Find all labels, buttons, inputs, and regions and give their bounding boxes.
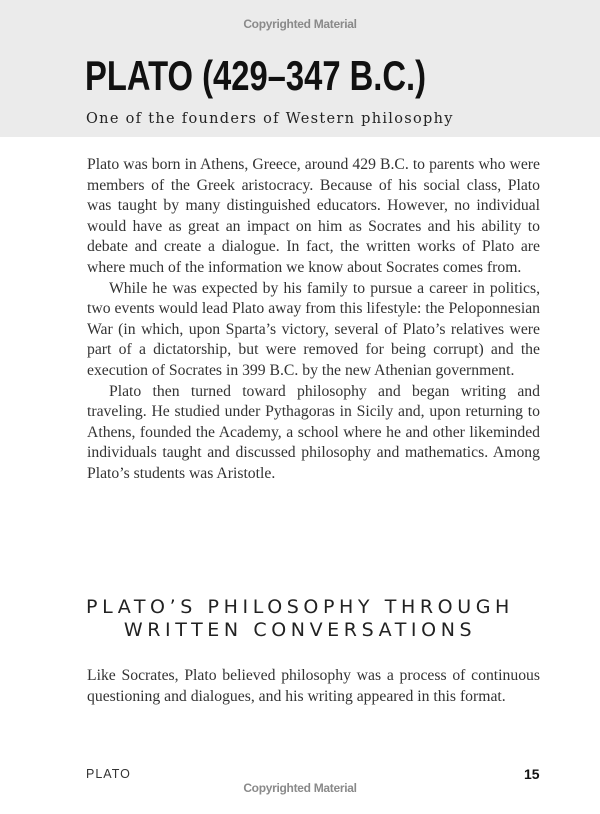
text: Plato was born in Athens, Greece, around 429 bbox=[87, 156, 380, 173]
page-subtitle: One of the founders of Western philosophy bbox=[86, 111, 454, 127]
page-title: PLATO (429–347 B.C.) bbox=[85, 52, 427, 99]
section-heading-line-1: PLATO’S PHILOSOPHY THROUGH bbox=[86, 596, 514, 618]
section-paragraph: Like Socrates, Plato believed philosophy was a process of continuous questioning and dialogues, and his writing appeared in this format. bbox=[87, 667, 540, 705]
text: to parents who were members of the Greek aristocracy. Because of his social class, Plato was taught by many distinguished educators. However, no individual would have as great an impact on him as Socrates and his ability to debate and create a dialogue. In fact, the written works of Plato are where much of the information we know about Socrates comes from. bbox=[87, 156, 540, 276]
running-head: PLATO bbox=[86, 767, 131, 781]
era: B.C. bbox=[269, 361, 299, 379]
page-number: 15 bbox=[524, 766, 540, 782]
text: by the new Athenian government. bbox=[298, 361, 515, 379]
section-heading-line-2: WRITTEN CONVERSATIONS bbox=[123, 619, 477, 641]
era: B.C. bbox=[379, 156, 409, 173]
section-heading bbox=[0, 596, 600, 642]
copyright-watermark-top: Copyrighted Material bbox=[243, 17, 357, 31]
paragraph-1 bbox=[87, 155, 540, 279]
text: While he was expected by his family to pursue a career in politics, two events would lead Plato away from this lifestyle: the Peloponnesian War (in which, upon Sparta’s victory, several of Plato’s relatives were part of a dictatorship, but were removed for being corrupt) and the execution of Socrates in 399 bbox=[87, 279, 540, 379]
paragraph-2 bbox=[87, 279, 540, 382]
body-text bbox=[87, 155, 540, 485]
paragraph-3: Plato then turned toward philosophy and began writing and traveling. He studied under Pythagoras in Sicily and, upon returning to Athens, founded the Academy, a school where he and other likeminded individuals taught and discussed philosophy and mathematics. Among Plato’s students was Aristotle. bbox=[87, 382, 540, 482]
copyright-watermark-bottom: Copyrighted Material bbox=[243, 781, 357, 795]
